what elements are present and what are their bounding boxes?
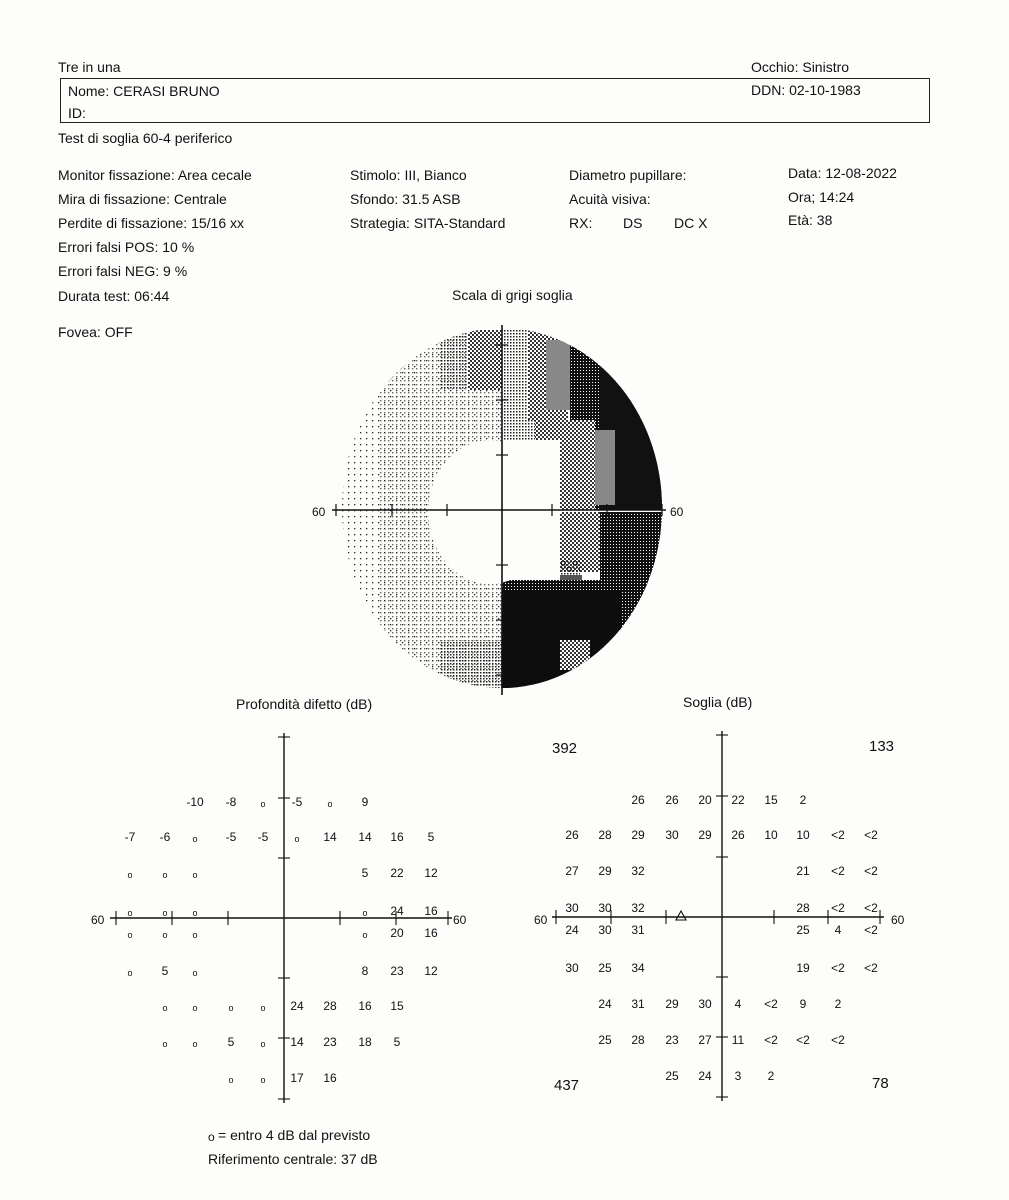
deviation-cell: o	[260, 1003, 266, 1013]
deviation-cell: 28	[323, 999, 337, 1013]
deviation-cell: o	[162, 870, 168, 880]
deviation-axis-right: 60	[453, 913, 467, 927]
threshold-cell: <2	[764, 1033, 778, 1047]
deviation-cell: o	[192, 1039, 198, 1049]
deviation-cell: 24	[290, 999, 304, 1013]
deviation-cell: 17	[290, 1071, 304, 1085]
threshold-cell: 28	[796, 901, 810, 915]
threshold-cell: 28	[631, 1033, 645, 1047]
patient-dob: DDN: 02-10-1983	[751, 82, 861, 98]
deviation-cell: o	[260, 799, 266, 809]
test-program: Test di soglia 60-4 periferico	[58, 130, 233, 146]
deviation-legend: = entro 4 dB dal previsto	[218, 1127, 371, 1143]
threshold-cell: 25	[598, 1033, 612, 1047]
param-date: Data: 12-08-2022	[788, 165, 897, 181]
threshold-cell: <2	[831, 1033, 845, 1047]
deviation-cell: 5	[393, 1035, 401, 1049]
grayscale-axis-right: 60	[670, 505, 684, 519]
threshold-cell: 29	[598, 864, 612, 878]
deviation-cell: 5	[227, 1035, 235, 1049]
deviation-cell: 16	[390, 830, 404, 844]
deviation-cell: -10	[186, 795, 204, 809]
param-time: Ora; 14:24	[788, 189, 855, 205]
deviation-cell: 16	[424, 904, 438, 918]
blind-spot-icon	[676, 911, 686, 920]
param-background: Sfondo: 31.5 ASB	[350, 191, 461, 207]
threshold-cell: 3	[734, 1069, 742, 1083]
threshold-cell: <2	[831, 864, 845, 878]
deviation-cell: 16	[323, 1071, 337, 1085]
deviation-cell: 16	[424, 926, 438, 940]
threshold-cell: <2	[864, 961, 878, 975]
deviation-cell: o	[192, 968, 198, 978]
threshold-cell: 30	[698, 997, 712, 1011]
threshold-cell: 26	[731, 828, 745, 842]
threshold-cell: <2	[764, 997, 778, 1011]
threshold-cell: 26	[565, 828, 579, 842]
param-rx-dc: DC X	[674, 215, 708, 231]
threshold-cell: 25	[598, 961, 612, 975]
threshold-cell: <2	[796, 1033, 810, 1047]
threshold-cell: 21	[796, 864, 810, 878]
deviation-cell: o	[127, 968, 133, 978]
threshold-cell: 27	[565, 864, 579, 878]
deviation-cell: 8	[361, 964, 369, 978]
deviation-cell: o	[362, 930, 368, 940]
threshold-cell: <2	[864, 828, 878, 842]
threshold-cell: 31	[631, 923, 645, 937]
deviation-cell: o	[362, 908, 368, 918]
threshold-cell: 30	[665, 828, 679, 842]
threshold-axis-left: 60	[534, 913, 548, 927]
deviation-cell: 16	[358, 999, 372, 1013]
deviation-cell: 15	[390, 999, 404, 1013]
threshold-cell: <2	[831, 901, 845, 915]
deviation-cell: 22	[390, 866, 404, 880]
threshold-cell: 29	[665, 997, 679, 1011]
threshold-cell: 31	[631, 997, 645, 1011]
deviation-cell: 14	[358, 830, 372, 844]
threshold-cell: 27	[698, 1033, 712, 1047]
threshold-cell: 10	[796, 828, 810, 842]
threshold-cell: 25	[796, 923, 810, 937]
deviation-cell: 18	[358, 1035, 372, 1049]
threshold-title: Soglia (dB)	[683, 694, 753, 710]
threshold-sum-lower-right: 78	[872, 1075, 889, 1092]
param-age: Età: 38	[788, 212, 833, 228]
deviation-title: Profondità difetto (dB)	[236, 696, 373, 712]
deviation-cell: o	[260, 1075, 266, 1085]
deviation-cell: o	[127, 870, 133, 880]
threshold-cell: 26	[665, 793, 679, 807]
param-fixation-monitor: Monitor fissazione: Area cecale	[58, 167, 252, 183]
threshold-cell: 10	[764, 828, 778, 842]
deviation-cell: 23	[390, 964, 404, 978]
deviation-cell: -5	[291, 795, 303, 809]
deviation-cell: -5	[257, 830, 269, 844]
threshold-cell: 24	[698, 1069, 712, 1083]
deviation-cell: o	[192, 1003, 198, 1013]
threshold-cell: 9	[799, 997, 807, 1011]
deviation-cell: o	[192, 870, 198, 880]
param-rx-ds: DS	[623, 215, 643, 231]
threshold-cell: <2	[864, 923, 878, 937]
deviation-cell: o	[127, 908, 133, 918]
deviation-cell: o	[162, 908, 168, 918]
deviation-cell: o	[162, 930, 168, 940]
threshold-cell: 4	[734, 997, 742, 1011]
threshold-cell: 26	[631, 793, 645, 807]
threshold-cell: <2	[864, 864, 878, 878]
deviation-cell: 5	[161, 964, 169, 978]
deviation-cell: 9	[361, 795, 369, 809]
deviation-cell: o	[228, 1003, 234, 1013]
deviation-cell: o	[192, 930, 198, 940]
deviation-cell: 12	[424, 866, 438, 880]
param-fovea: Fovea: OFF	[58, 324, 133, 340]
param-fixation-losses: Perdite di fissazione: 15/16 xx	[58, 215, 244, 231]
deviation-cell: -8	[225, 795, 237, 809]
param-rx-label: RX:	[569, 215, 593, 231]
deviation-cell: 14	[290, 1035, 304, 1049]
threshold-cell: 34	[631, 961, 645, 975]
threshold-sum-lower-left: 437	[554, 1077, 580, 1094]
param-fixation-target: Mira di fissazione: Centrale	[58, 191, 227, 207]
threshold-cell: 30	[598, 901, 612, 915]
threshold-cell: 24	[598, 997, 612, 1011]
threshold-cell: 22	[731, 793, 745, 807]
test-type: Tre in una	[58, 59, 121, 75]
param-acuity: Acuità visiva:	[569, 191, 651, 207]
param-pupil: Diametro pupillare:	[569, 167, 687, 183]
param-duration: Durata test: 06:44	[58, 288, 170, 304]
threshold-cell: <2	[864, 901, 878, 915]
deviation-legend-symbol: o	[208, 1130, 215, 1144]
deviation-cell: o	[127, 930, 133, 940]
threshold-cell: 2	[799, 793, 807, 807]
deviation-cell: 24	[390, 904, 404, 918]
threshold-cell: 20	[698, 793, 712, 807]
threshold-cell: 32	[631, 901, 645, 915]
grayscale-shading	[330, 330, 672, 690]
deviation-cell: -7	[124, 830, 136, 844]
deviation-cell: o	[228, 1075, 234, 1085]
patient-name: Nome: CERASI BRUNO	[68, 83, 220, 99]
deviation-axis-left: 60	[91, 913, 105, 927]
param-false-neg: Errori falsi NEG: 9 %	[58, 263, 188, 279]
threshold-cell: <2	[831, 961, 845, 975]
deviation-cell: o	[162, 1003, 168, 1013]
threshold-cell: <2	[831, 828, 845, 842]
deviation-cell: -5	[225, 830, 237, 844]
grayscale-axis-left: 60	[312, 505, 326, 519]
threshold-cell: 19	[796, 961, 810, 975]
threshold-sum-upper-left: 392	[552, 740, 578, 757]
threshold-cell: 4	[834, 923, 842, 937]
threshold-cell: 15	[764, 793, 778, 807]
deviation-cell: -6	[159, 830, 171, 844]
deviation-cell: o	[192, 834, 198, 844]
param-false-pos: Errori falsi POS: 10 %	[58, 239, 195, 255]
threshold-cell: 32	[631, 864, 645, 878]
eye-label: Occhio: Sinistro	[751, 59, 850, 75]
threshold-cell: 23	[665, 1033, 679, 1047]
threshold-cell: 11	[731, 1033, 745, 1047]
grayscale-title: Scala di grigi soglia	[452, 287, 573, 303]
threshold-cell: 2	[834, 997, 842, 1011]
deviation-cell: 23	[323, 1035, 337, 1049]
threshold-cell: 30	[598, 923, 612, 937]
deviation-cell: o	[260, 1039, 266, 1049]
deviation-cell: 20	[390, 926, 404, 940]
threshold-cell: 30	[565, 901, 579, 915]
deviation-cell: 5	[427, 830, 435, 844]
threshold-cell: 29	[698, 828, 712, 842]
deviation-cell: o	[192, 908, 198, 918]
threshold-axis-right: 60	[891, 913, 905, 927]
patient-id: ID:	[68, 105, 86, 121]
threshold-cell: 25	[665, 1069, 679, 1083]
param-strategy: Strategia: SITA-Standard	[350, 215, 506, 231]
threshold-cell: 30	[565, 961, 579, 975]
threshold-sum-upper-right: 133	[869, 738, 895, 755]
threshold-cell: 29	[631, 828, 645, 842]
param-stimulus: Stimolo: III, Bianco	[350, 167, 467, 183]
deviation-cell: o	[162, 1039, 168, 1049]
deviation-cell: 5	[361, 866, 369, 880]
deviation-cell: o	[294, 834, 300, 844]
threshold-cell: 24	[565, 923, 579, 937]
deviation-cell: o	[327, 799, 333, 809]
deviation-cell: 14	[323, 830, 337, 844]
deviation-cell: 12	[424, 964, 438, 978]
threshold-cell: 2	[767, 1069, 775, 1083]
deviation-reference: Riferimento centrale: 37 dB	[208, 1151, 378, 1167]
threshold-cell: 28	[598, 828, 612, 842]
